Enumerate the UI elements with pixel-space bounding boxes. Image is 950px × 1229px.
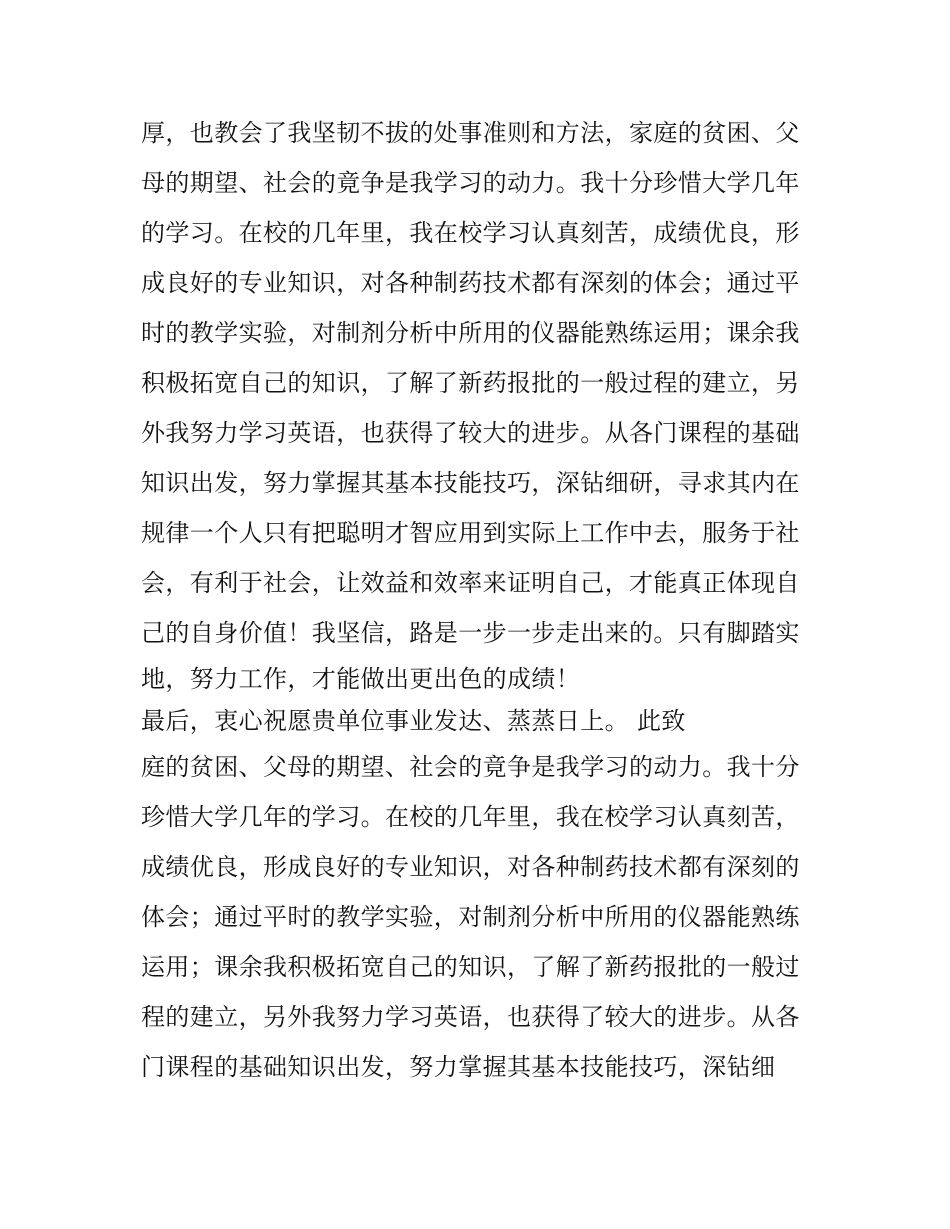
text-line: 运用；课余我积极拓宽自己的知识，了解了新药报批的一般过 [141,953,800,981]
text-line: 会，有利于社会，让效益和效率来证明自己，才能真正体现自 [141,569,800,597]
text-line: 时的教学实验，对制剂分析中所用的仪器能熟练运用；课余我 [141,319,800,347]
closing-line: 最后，衷心祝愿贵单位事业发达、蒸蒸日上。 此致 [141,707,686,735]
text-line: 积极拓宽自己的知识，了解了新药报批的一般过程的建立，另 [141,369,800,397]
text-line: 庭的贫困、父母的期望、社会的竟争是我学习的动力。我十分 [141,753,800,781]
text-line: 己的自身价值！我坚信，路是一步一步走出来的。只有脚踏实 [141,619,800,647]
text-line: 体会；通过平时的教学实验，对制剂分析中所用的仪器能熟练 [141,903,800,931]
text-line: 知识出发，努力掌握其基本技能技巧，深钻细研，寻求其内在 [141,469,800,497]
text-line: 成绩优良，形成良好的专业知识，对各种制药技术都有深刻的 [141,853,800,881]
text-line: 规律一个人只有把聪明才智应用到实际上工作中去，服务于社 [141,519,800,547]
text-line: 门课程的基础知识出发，努力掌握其基本技能技巧，深钻细 [141,1053,776,1081]
text-line: 成良好的专业知识，对各种制药技术都有深刻的体会；通过平 [141,269,800,297]
text-line: 厚，也教会了我坚韧不拔的处事准则和方法，家庭的贫困、父 [141,119,800,147]
text-line: 程的建立，另外我努力学习英语，也获得了较大的进步。从各 [141,1003,800,1031]
text-line: 外我努力学习英语，也获得了较大的进步。从各门课程的基础 [141,419,800,447]
text-line: 母的期望、社会的竟争是我学习的动力。我十分珍惜大学几年 [141,169,800,197]
text-line: 地，努力工作，才能做出更出色的成绩！ [141,665,581,693]
text-line: 珍惜大学几年的学习。在校的几年里，我在校学习认真刻苦， [141,803,800,831]
body-text [141,108,821,1092]
text-line: 的学习。在校的几年里，我在校学习认真刻苦，成绩优良，形 [141,219,800,247]
